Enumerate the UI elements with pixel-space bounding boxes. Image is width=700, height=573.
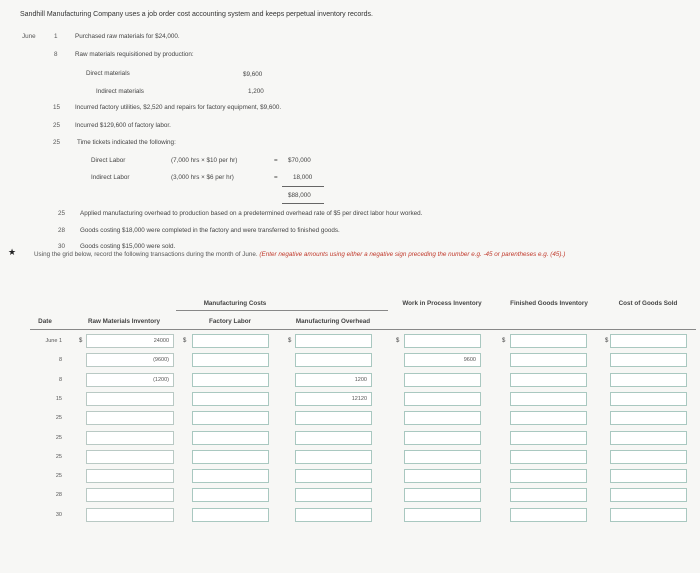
flag-star-icon: ★ <box>8 247 17 257</box>
row-date: 25 <box>55 454 62 460</box>
labor-entry-field[interactable] <box>192 373 269 387</box>
raw-entry-field[interactable]: 24000 <box>86 334 174 348</box>
labor-entry-field[interactable] <box>192 392 269 406</box>
cogs-entry-field[interactable] <box>610 392 687 406</box>
month-label: June <box>22 33 36 40</box>
equals-sign: = <box>274 174 278 181</box>
equals-sign: = <box>274 157 278 164</box>
cogs-entry-field[interactable] <box>610 373 687 387</box>
cogs-entry-field[interactable] <box>610 469 687 483</box>
raw-entry-field[interactable] <box>86 508 174 522</box>
cogs-entry-field[interactable] <box>610 334 687 348</box>
instruction-note: (Enter negative amounts using either a negative sign preceding the number e.g. -45 or parentheses e.g. (45).) <box>259 251 566 258</box>
wip-entry-field[interactable] <box>404 334 481 348</box>
group-divider <box>176 310 388 311</box>
cogs-entry-field[interactable] <box>610 488 687 502</box>
currency-symbol: $ <box>79 338 83 344</box>
raw-entry-field[interactable]: (1200) <box>86 373 174 387</box>
overhead-entry-field[interactable] <box>295 488 372 502</box>
labor-entry-field[interactable] <box>192 431 269 445</box>
overhead-entry-field[interactable] <box>295 469 372 483</box>
transaction-day: 25 <box>58 210 66 217</box>
indirect-labor-amount: 18,000 <box>293 174 313 181</box>
fg-entry-field[interactable] <box>510 450 587 464</box>
row-date: 8 <box>58 377 62 383</box>
wip-entry-field[interactable] <box>404 411 481 425</box>
raw-entry-field[interactable] <box>86 431 174 445</box>
transaction-text: Raw materials requisitioned by production: <box>75 51 194 58</box>
labor-entry-field[interactable] <box>192 411 269 425</box>
row-date: 25 <box>55 473 62 479</box>
row-date: 8 <box>58 357 62 363</box>
labor-total-amount: $88,000 <box>288 192 311 199</box>
indirect-labor-label: Indirect Labor <box>91 174 130 181</box>
wip-entry-field[interactable] <box>404 488 481 502</box>
transaction-text: Time tickets indicated the following: <box>77 139 176 146</box>
transaction-day: 15 <box>53 104 61 111</box>
indirect-materials-label: Indirect materials <box>96 88 144 95</box>
direct-labor-amount: $70,000 <box>288 157 311 164</box>
transaction-text: Purchased raw materials for $24,000. <box>75 33 180 40</box>
transaction-day: 25 <box>53 139 61 146</box>
overhead-entry-field[interactable]: 12120 <box>295 392 372 406</box>
raw-entry-field[interactable]: (9600) <box>86 353 174 367</box>
fg-entry-field[interactable] <box>510 353 587 367</box>
labor-entry-field[interactable] <box>192 488 269 502</box>
indirect-materials-amount: 1,200 <box>248 88 264 95</box>
direct-labor-label: Direct Labor <box>91 157 126 164</box>
indirect-labor-calc: (3,000 hrs × $6 per hr) <box>171 174 234 181</box>
transaction-day: 28 <box>58 227 66 234</box>
wip-entry-field[interactable] <box>404 431 481 445</box>
fg-entry-field[interactable] <box>510 334 587 348</box>
labor-entry-field[interactable] <box>192 334 269 348</box>
direct-materials-amount: $9,600 <box>243 71 263 78</box>
raw-entry-field[interactable] <box>86 392 174 406</box>
cogs-entry-field[interactable] <box>610 508 687 522</box>
transaction-day: 30 <box>58 243 66 250</box>
wip-entry-field[interactable] <box>404 469 481 483</box>
problem-intro: Sandhill Manufacturing Company uses a job order cost accounting system and keeps perpetual inventory records. <box>20 11 373 18</box>
row-date: 25 <box>55 415 62 421</box>
currency-symbol: $ <box>502 338 506 344</box>
currency-symbol: $ <box>396 338 400 344</box>
transaction-day: 1 <box>54 33 58 40</box>
manufacturing-costs-header: Manufacturing Costs <box>203 300 267 307</box>
wip-entry-field[interactable]: 9600 <box>404 353 481 367</box>
fg-entry-field[interactable] <box>510 508 587 522</box>
transaction-text: Applied manufacturing overhead to production based on a predetermined overhead rate of $5 per direct labor hour worked. <box>80 210 423 217</box>
fg-entry-field[interactable] <box>510 392 587 406</box>
header-divider <box>30 329 696 330</box>
overhead-entry-field[interactable] <box>295 431 372 445</box>
total-underline <box>282 203 324 204</box>
currency-symbol: $ <box>288 338 292 344</box>
labor-entry-field[interactable] <box>192 508 269 522</box>
cogs-entry-field[interactable] <box>610 431 687 445</box>
transaction-text: Goods costing $18,000 were completed in the factory and were transferred to finished goods. <box>80 227 340 234</box>
raw-entry-field[interactable] <box>86 450 174 464</box>
wip-entry-field[interactable] <box>404 373 481 387</box>
row-date: 30 <box>55 512 62 518</box>
fg-entry-field[interactable] <box>510 411 587 425</box>
raw-materials-header: Raw Materials Inventory <box>87 318 161 325</box>
wip-header: Work in Process Inventory <box>402 300 482 307</box>
raw-entry-field[interactable] <box>86 411 174 425</box>
direct-materials-label: Direct materials <box>86 70 130 77</box>
row-date: June 1 <box>45 338 62 344</box>
date-header: Date <box>38 318 52 325</box>
row-date: 25 <box>55 435 62 441</box>
overhead-header: Manufacturing Overhead <box>295 318 371 325</box>
wip-entry-field[interactable] <box>404 508 481 522</box>
overhead-entry-field[interactable] <box>295 508 372 522</box>
row-date: 15 <box>55 396 62 402</box>
transaction-day: 25 <box>53 122 61 129</box>
fg-entry-field[interactable] <box>510 373 587 387</box>
overhead-entry-field[interactable]: 1200 <box>295 373 372 387</box>
cogs-header: Cost of Goods Sold <box>618 300 678 307</box>
transaction-text: Incurred factory utilities, $2,520 and repairs for factory equipment, $9,600. <box>75 104 282 111</box>
wip-entry-field[interactable] <box>404 392 481 406</box>
direct-labor-calc: (7,000 hrs × $10 per hr) <box>171 157 238 164</box>
labor-entry-field[interactable] <box>192 469 269 483</box>
currency-symbol: $ <box>605 338 609 344</box>
overhead-entry-field[interactable] <box>295 353 372 367</box>
fg-entry-field[interactable] <box>510 431 587 445</box>
fg-entry-field[interactable] <box>510 488 587 502</box>
overhead-entry-field[interactable] <box>295 334 372 348</box>
overhead-entry-field[interactable] <box>295 450 372 464</box>
total-rule <box>282 186 324 187</box>
transaction-text: Incurred $129,600 of factory labor. <box>75 122 171 129</box>
labor-entry-field[interactable] <box>192 353 269 367</box>
cogs-entry-field[interactable] <box>610 411 687 425</box>
currency-symbol: $ <box>183 338 187 344</box>
cogs-entry-field[interactable] <box>610 353 687 367</box>
fg-header: Finished Goods Inventory <box>510 300 588 307</box>
raw-entry-field[interactable] <box>86 488 174 502</box>
overhead-entry-field[interactable] <box>295 411 372 425</box>
raw-entry-field[interactable] <box>86 469 174 483</box>
transaction-text: Goods costing $15,000 were sold. <box>80 243 176 250</box>
transaction-day: 8 <box>54 51 58 58</box>
instruction-text: Using the grid below, record the following transactions during the month of June. <box>34 251 258 258</box>
factory-labor-header: Factory Labor <box>209 318 251 325</box>
instruction-line <box>34 251 565 258</box>
cogs-entry-field[interactable] <box>610 450 687 464</box>
fg-entry-field[interactable] <box>510 469 587 483</box>
row-date: 28 <box>55 492 62 498</box>
labor-entry-field[interactable] <box>192 450 269 464</box>
wip-entry-field[interactable] <box>404 450 481 464</box>
